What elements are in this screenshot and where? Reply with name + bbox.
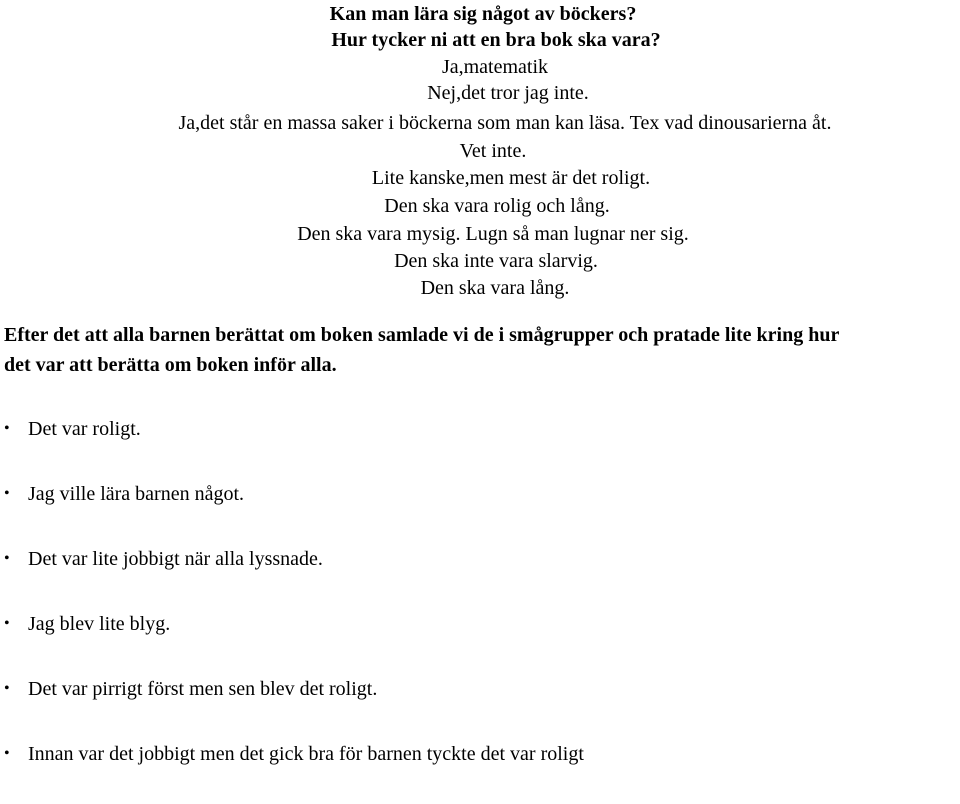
bullet-icon: • [4,680,10,697]
list-item [4,739,584,804]
bullet-icon: • [4,745,10,762]
summary-line: Efter det att alla barnen berättat om boken samlade vi de i smågrupper och pratade lite kring hur [4,324,840,346]
answer-line: Den ska vara rolig och lång. [384,195,610,217]
list-item-text: Innan var det jobbigt men det gick bra för barnen tyckte det var roligt [28,743,584,765]
answer-line: Ja,matematik [441,56,549,78]
answer-line: Lite kanske,men mest är det roligt. [371,167,651,189]
summary-line: det var att berätta om boken inför alla. [4,354,337,376]
bullet-icon: • [4,615,10,632]
list-item [4,544,584,609]
list-item [4,414,584,479]
list-item [4,479,584,544]
answer-line: Den ska vara lång. [420,277,570,299]
question-line: Hur tycker ni att en bra bok ska vara? [331,29,661,51]
list-item-text: Jag ville lära barnen något. [28,483,245,505]
reflection-list [4,414,584,804]
answer-line: Vet inte. [459,140,527,162]
question-line: Kan man lära sig något av böckers? [329,3,637,25]
list-item-text: Det var pirrigt först men sen blev det roligt. [28,678,378,700]
bullet-icon: • [4,420,10,437]
list-item [4,609,584,674]
bullet-icon: • [4,485,10,502]
answer-line: Ja,det står en massa saker i böckerna som man kan läsa. Tex vad dinousarierna åt. [178,112,832,134]
list-item-text: Det var lite jobbigt när alla lyssnade. [28,548,323,570]
answer-line: Nej,det tror jag inte. [427,82,589,104]
summary-paragraph [4,320,960,380]
bullet-icon: • [4,550,10,567]
list-item-text: Det var roligt. [28,418,141,440]
list-item-text: Jag blev lite blyg. [28,613,171,635]
answer-line: Den ska vara mysig. Lugn så man lugnar ner sig. [297,223,689,245]
answer-line: Den ska inte vara slarvig. [394,250,598,272]
list-item [4,674,584,739]
